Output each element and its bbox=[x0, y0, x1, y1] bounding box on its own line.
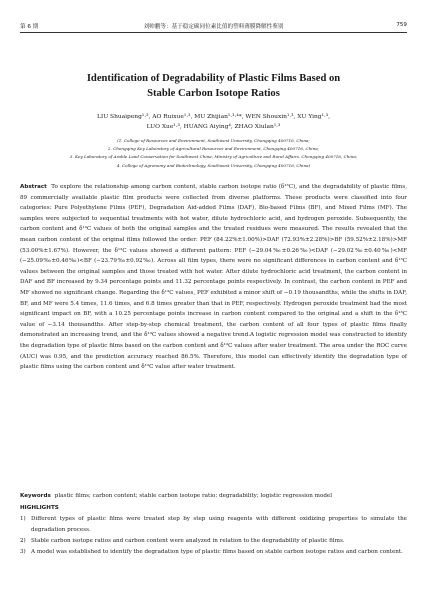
page-number: 759 bbox=[396, 22, 407, 28]
running-title: 刘帅鹏等：基于稳定碳同位素比值的塑料薄膜降解性鉴别 bbox=[143, 24, 284, 30]
author-list bbox=[24, 113, 403, 132]
highlight-text: Stable carbon isotope ratios and carbon content were analyzed in relation to the degradability of plastic films. bbox=[31, 538, 345, 544]
highlight-text: A model was established to identify the degradation type of plastic films based on stable carbon isotope ratios and carbon content. bbox=[31, 549, 403, 555]
abstract bbox=[20, 182, 407, 373]
article-title bbox=[20, 71, 407, 101]
highlight-item bbox=[20, 547, 407, 558]
highlight-text: Different types of plastic films were treated step by step using reagents with different oxidizing properties to simulate the degradation process. bbox=[31, 516, 407, 533]
authors-line-1: LIU Shuaipeng¹·³, AO Ruixue¹·³, MU Zhijian¹·³·⁴*, WEN Shouxin¹·³, XU Ying¹·³, bbox=[96, 114, 331, 120]
affiliation-4: 4. College of Agronomy and Biotechnology, Southwest University, Chongqing 400716, China) bbox=[116, 162, 311, 168]
highlight-item bbox=[20, 514, 407, 535]
keywords bbox=[20, 491, 407, 501]
affiliation-3: 3. Key Laboratory of Arable Land Conservation for Southwest China, Ministry of Agriculture and Rural Affairs, Chongqing 400716, China; bbox=[69, 154, 358, 160]
highlight-number: 1) bbox=[20, 516, 26, 522]
highlight-number: 2) bbox=[20, 538, 26, 544]
abstract-text: To explore the relationship among carbon content, stable carbon isotope ratio (δ¹³C), and the degradability of plastic films, 89 commercially available plastic film products were collected from diverse platforms. These products were classified into four categories: Pure Polyethylene Films (PEF), Degradation Aid-added Films (DAF), Bio-based Films (BF), and Mixed Films (MF). The samples were subjected to sequential treatments with hot water, dilute hydrochloric acid, and hydrogen peroxide. Subsequently, the carbon content and δ¹³C values of both the original samples and the treated residues were measured. The results revealed that the mean carbon content of the original films followed the order: PEF (84.22%±1.00%)>DAF (72.93%±2.28%)>BF (59.52%±2.18%)>MF (53.00%±1.67%). However, the δ¹³C values showed a different pattern: PEF (−29.04‰±0.26‰)<DAF (−29.02‰±0.40‰)<MF (−25.09‰±0.46‰)<BF (−23.79‰±0.92‰). Across all film types, there were no significant differences in carbon content and δ¹³C values between the original samples and those treated with hot water. After dilute hydrochloric acid treatment, the carbon content in DAF and BF increased by 9.34 percentage points and 11.32 percentage points respectively. In contrast, the carbon content in PEF and MF showed no significant change. Regarding the δ¹³C values, PEF exhibited a minor shift of −0.19 thousandths, while the shifts in DAF, BF, and MF were 5.4 times, 11.6 times, and 6.8 times greater than that in PEF, respectively. Hydrogen peroxide treatment had the most significant impact on BF, with a 10.25 percentage points increase in carbon content compared to the original and a shift in the δ¹³C value of −3.14 thousandths. After step-by-step chemical treatment, the carbon content of all four types of plastic films finally demonstrated an increasing trend, and the δ¹³C values showed a negative trend.A logistic regression model was constructed to identify the degradation type of plastic films based on the carbon content and δ¹³C values after water treatment. The area under the ROC curve (AUC) was 0.95, and the prediction accuracy reached 86.5%. Therefore, this model can effectively identify the degradation type of plastic films using the carbon content and δ¹³C value after water treatment. bbox=[20, 184, 408, 371]
authors-line-2: LUO Xue¹·³, HUANG Aiying⁴, ZHAO Xiulan¹·³ bbox=[146, 123, 281, 130]
title-line-1: Identification of Degradability of Plastic Films Based on bbox=[86, 73, 341, 84]
keywords-label: Keywords bbox=[20, 493, 51, 499]
highlight-item bbox=[20, 536, 407, 547]
affiliation-1: (1. College of Resources and Environment, Southwest University, Chongqing 400716, China; bbox=[117, 138, 310, 143]
affiliation-2: 2. Chongqing Key Laboratory of Agricultural Resources and Environment, Chongqing 400716, China; bbox=[107, 146, 320, 152]
running-header bbox=[20, 22, 407, 32]
affiliations bbox=[18, 137, 409, 170]
title-line-2: Stable Carbon Isotope Ratios bbox=[147, 88, 280, 99]
keywords-text: plastic films; carbon content; stable carbon isotope ratio; degradability; logistic regression model bbox=[54, 493, 333, 499]
header-rule bbox=[20, 32, 407, 33]
abstract-label: Abstract bbox=[20, 184, 47, 190]
highlights-heading: HIGHLIGHTS bbox=[20, 505, 59, 511]
issue-number: 第 6 期 bbox=[20, 24, 39, 30]
highlight-number: 3) bbox=[20, 549, 26, 555]
